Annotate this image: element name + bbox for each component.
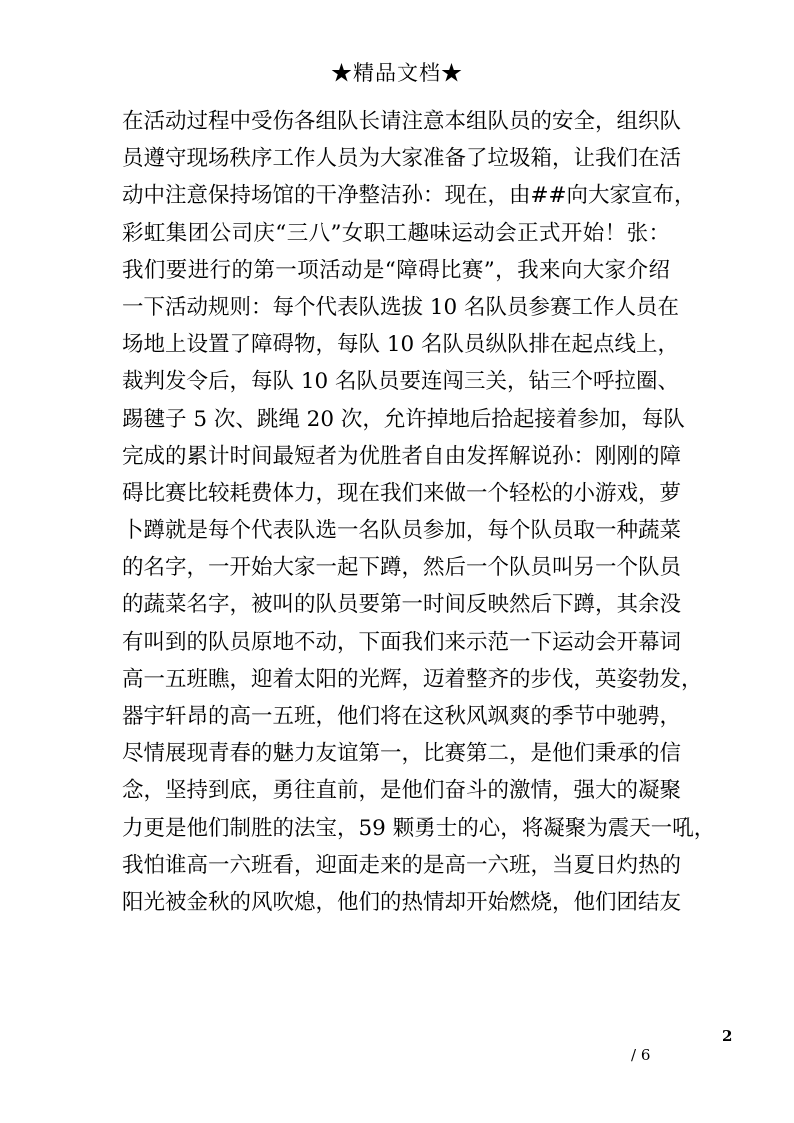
- body-line: 的名字，一开始大家一起下蹲，然后一个队员叫另一个队员: [122, 555, 682, 581]
- body-line: 在活动过程中受伤各组队长请注意本组队员的安全，组织队: [122, 109, 682, 134]
- document-header-title: ★精品文档★: [331, 61, 463, 85]
- page-number: 2: [722, 1027, 733, 1045]
- body-line: 我怕谁高一六班看，迎面走来的是高一六班，当夏日灼热的: [122, 852, 682, 878]
- body-line: 踢毽子 5 次、跳绳 20 次，允许掉地后拾起接着参加，每队: [122, 406, 685, 432]
- body-line: 卜蹲就是每个代表队选一名队员参加，每个队员取一种蔬菜: [122, 518, 682, 544]
- body-line: 员遵守现场秩序工作人员为大家准备了垃圾箱，让我们在活: [122, 146, 682, 172]
- body-line: 碍比赛比较耗费体力，现在我们来做一个轻松的小游戏，萝: [122, 480, 682, 506]
- page-total: / 6: [631, 1046, 651, 1064]
- document-body: [122, 103, 716, 921]
- body-line: 完成的累计时间最短者为优胜者自由发挥解说孙：刚刚的障: [122, 443, 682, 469]
- body-line: 的蔬菜名字，被叫的队员要第一时间反映然后下蹲，其余没: [122, 592, 682, 618]
- body-line: 有叫到的队员原地不动，下面我们来示范一下运动会开幕词: [122, 629, 682, 655]
- body-line: 念，坚持到底，勇往直前，是他们奋斗的激情，强大的凝聚: [122, 778, 682, 804]
- body-line: 彩虹集团公司庆“三八”女职工趣味运动会正式开始！张：: [122, 220, 670, 246]
- body-line: 器宇轩昂的高一五班，他们将在这秋风飒爽的季节中驰骋，: [122, 704, 682, 729]
- body-line: 高一五班瞧，迎着太阳的光辉，迈着整齐的步伐，英姿勃发，: [122, 666, 703, 692]
- body-line: 动中注意保持场馆的干净整洁孙：现在，由##向大家宣布，: [122, 183, 696, 209]
- body-line: 我们要进行的第一项活动是“障碍比赛”，我来向大家介绍: [122, 257, 670, 283]
- body-line: 阳光被金秋的风吹熄，他们的热情却开始燃烧，他们团结友: [122, 889, 682, 915]
- body-line: 尽情展现青春的魅力友谊第一，比赛第二，是他们秉承的信: [122, 741, 682, 767]
- body-line: 一下活动规则：每个代表队选拔 10 名队员参赛工作人员在: [122, 294, 680, 320]
- body-line: 裁判发令后，每队 10 名队员要连闯三关，钻三个呼拉圈、: [122, 369, 680, 395]
- body-line: 力更是他们制胜的法宝，59 颗勇士的心，将凝聚为震天一吼，: [122, 815, 716, 841]
- body-line: 场地上设置了障碍物，每队 10 名队员纵队排在起点线上，: [122, 332, 680, 358]
